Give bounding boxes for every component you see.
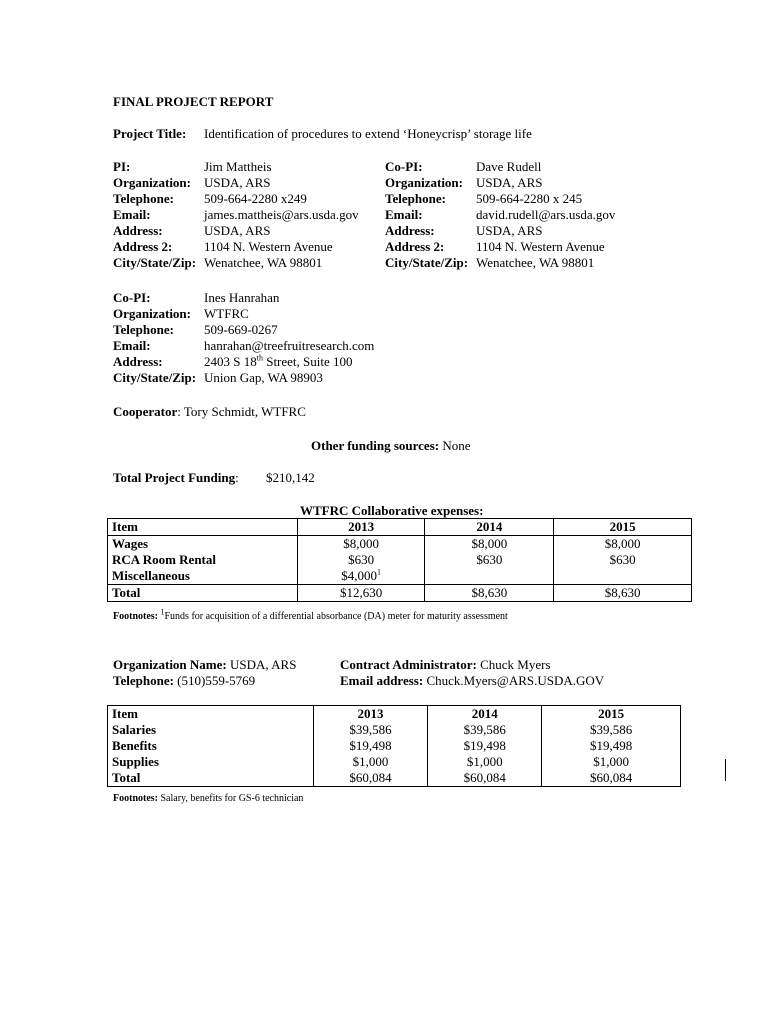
contract-admin-value: Chuck Myers — [476, 657, 551, 672]
usda-header-2015: 2015 — [542, 706, 681, 723]
wtfrc-header-2015: 2015 — [554, 519, 692, 536]
usda-item-benefits: Benefits — [108, 738, 314, 754]
wtfrc-item-rca: RCA Room Rental — [108, 552, 298, 568]
wtfrc-item-wages: Wages — [108, 536, 298, 553]
wtfrc-footnote-sup: 1 — [160, 607, 165, 617]
pi-email-label: Email: — [113, 207, 151, 222]
pi-address: USDA, ARS — [204, 223, 271, 238]
table-row — [108, 770, 681, 787]
copi1-org-label: Organization: — [385, 175, 463, 190]
usda-header-2013: 2013 — [313, 706, 428, 723]
email-address-line — [340, 673, 604, 689]
copi2-label: Co-PI: — [113, 290, 151, 305]
wtfrc-misc-2013: $4,000 — [341, 568, 377, 583]
copi1-address2: 1104 N. Western Avenue — [476, 239, 605, 254]
wtfrc-cell: $12,630 — [297, 585, 425, 602]
copi1-city-label: City/State/Zip: — [385, 255, 469, 270]
usda-footnote-label: Footnotes: — [113, 793, 158, 804]
wtfrc-cell: $8,630 — [554, 585, 692, 602]
org-tel-label: Telephone: — [113, 673, 174, 688]
table-row — [108, 552, 692, 568]
wtfrc-cell — [425, 568, 554, 585]
wtfrc-item-total: Total — [108, 585, 298, 602]
copi2-city: Union Gap, WA 98903 — [204, 370, 323, 385]
footnote-ref: 1 — [376, 567, 381, 577]
copi2-org: WTFRC — [204, 306, 249, 321]
copi1-address-label: Address: — [385, 223, 435, 238]
usda-footnote-text: Salary, benefits for GS-6 technician — [158, 793, 304, 804]
table-row — [108, 754, 681, 770]
copi2-email-label: Email: — [113, 338, 151, 353]
usda-item-supplies: Supplies — [108, 754, 314, 770]
copi2-tel: 509-669-0267 — [204, 322, 278, 337]
pi-city-label: City/State/Zip: — [113, 255, 197, 270]
contract-admin-label: Contract Administrator: — [340, 657, 477, 672]
wtfrc-cell: $8,000 — [425, 536, 554, 553]
usda-cell: $19,498 — [542, 738, 681, 754]
usda-cell: $1,000 — [428, 754, 542, 770]
text-cursor — [725, 759, 726, 781]
wtfrc-cell: $8,630 — [425, 585, 554, 602]
usda-header-row — [108, 706, 681, 723]
pi-tel-label: Telephone: — [113, 191, 174, 206]
copi2-address-label: Address: — [113, 354, 163, 369]
pi-address-label: Address: — [113, 223, 163, 238]
usda-cell: $60,084 — [542, 770, 681, 787]
copi2-tel-label: Telephone: — [113, 322, 174, 337]
other-funding-line — [311, 438, 471, 454]
copi1-name: Dave Rudell — [476, 159, 542, 174]
wtfrc-cell — [297, 568, 425, 585]
wtfrc-footnote — [113, 607, 508, 622]
usda-header-item: Item — [108, 706, 314, 723]
wtfrc-cell: $8,000 — [297, 536, 425, 553]
cooperator-value: : Tory Schmidt, WTFRC — [177, 404, 306, 419]
copi1-city: Wenatchee, WA 98801 — [476, 255, 595, 270]
wtfrc-cell — [554, 568, 692, 585]
copi2-address — [204, 354, 353, 370]
pi-label: PI: — [113, 159, 131, 174]
usda-cell: $39,586 — [428, 722, 542, 738]
wtfrc-cell: $630 — [554, 552, 692, 568]
email-address-label: Email address: — [340, 673, 424, 688]
usda-footnote — [113, 793, 303, 804]
pi-address2: 1104 N. Western Avenue — [204, 239, 333, 254]
copi1-org: USDA, ARS — [476, 175, 543, 190]
wtfrc-cell: $630 — [425, 552, 554, 568]
copi2-city-label: City/State/Zip: — [113, 370, 197, 385]
org-tel-line — [113, 673, 255, 689]
copi2-address-post: Street, Suite 100 — [262, 354, 353, 369]
usda-cell: $60,084 — [428, 770, 542, 787]
table-row — [108, 536, 692, 553]
wtfrc-header-item: Item — [108, 519, 298, 536]
pi-address2-label: Address 2: — [113, 239, 173, 254]
cooperator-line — [113, 404, 306, 420]
copi2-name: Ines Hanrahan — [204, 290, 280, 305]
total-funding-line — [113, 470, 239, 486]
other-funding-label: Other funding sources: — [311, 438, 440, 453]
wtfrc-item-misc: Miscellaneous — [108, 568, 298, 585]
project-title-value: Identification of procedures to extend ‘Honeycrisp’ storage life — [204, 126, 532, 141]
email-address-value: Chuck.Myers@ARS.USDA.GOV — [423, 673, 605, 688]
pi-name: Jim Mattheis — [204, 159, 272, 174]
copi1-email: david.rudell@ars.usda.gov — [476, 207, 616, 222]
usda-cell: $19,498 — [313, 738, 428, 754]
usda-cell: $1,000 — [542, 754, 681, 770]
wtfrc-footnote-label: Footnotes: — [113, 611, 158, 622]
copi1-tel-label: Telephone: — [385, 191, 446, 206]
copi2-address-sup: th — [256, 353, 263, 363]
table-row — [108, 722, 681, 738]
usda-cell: $60,084 — [313, 770, 428, 787]
wtfrc-header-row — [108, 519, 692, 536]
copi1-email-label: Email: — [385, 207, 423, 222]
pi-tel: 509-664-2280 x249 — [204, 191, 307, 206]
org-name-value: USDA, ARS — [226, 657, 297, 672]
cooperator-label: Cooperator — [113, 404, 178, 419]
usda-item-total: Total — [108, 770, 314, 787]
wtfrc-footnote-text: Funds for acquisition of a differential absorbance (DA) meter for maturity assessment — [164, 611, 508, 622]
copi2-address-pre: 2403 S 18 — [204, 354, 257, 369]
wtfrc-table-caption: WTFRC Collaborative expenses: — [300, 503, 484, 518]
wtfrc-cell: $8,000 — [554, 536, 692, 553]
org-tel-value: (510)559-5769 — [173, 673, 256, 688]
copi2-block — [113, 290, 374, 386]
copi2-email: hanrahan@treefruitresearch.com — [204, 338, 375, 353]
table-row — [108, 738, 681, 754]
copi1-label: Co-PI: — [385, 159, 423, 174]
total-funding-colon: : — [235, 470, 239, 485]
pi-org: USDA, ARS — [204, 175, 271, 190]
table-row — [108, 568, 692, 585]
usda-cell: $1,000 — [313, 754, 428, 770]
org-name-label: Organization Name: — [113, 657, 227, 672]
usda-cell: $39,586 — [313, 722, 428, 738]
total-funding-label: Total Project Funding — [113, 470, 236, 485]
pi-block — [113, 159, 359, 271]
usda-budget-table — [107, 705, 681, 787]
table-row — [108, 585, 692, 602]
usda-item-salaries: Salaries — [108, 722, 314, 738]
usda-cell: $19,498 — [428, 738, 542, 754]
copi2-org-label: Organization: — [113, 306, 191, 321]
report-title: FINAL PROJECT REPORT — [113, 94, 274, 109]
wtfrc-expenses-table — [107, 518, 692, 602]
usda-header-2014: 2014 — [428, 706, 542, 723]
total-funding-value: $210,142 — [266, 470, 315, 485]
copi1-tel: 509-664-2280 x 245 — [476, 191, 583, 206]
other-funding-value: None — [439, 438, 471, 453]
usda-cell: $39,586 — [542, 722, 681, 738]
copi1-address2-label: Address 2: — [385, 239, 445, 254]
wtfrc-header-2014: 2014 — [425, 519, 554, 536]
project-title-line — [113, 126, 186, 142]
wtfrc-header-2013: 2013 — [297, 519, 425, 536]
pi-city: Wenatchee, WA 98801 — [204, 255, 323, 270]
pi-org-label: Organization: — [113, 175, 191, 190]
copi1-address: USDA, ARS — [476, 223, 543, 238]
contract-admin-line — [340, 657, 551, 673]
project-title-label: Project Title: — [113, 126, 187, 141]
org-name-line — [113, 657, 296, 673]
copi1-block — [385, 159, 615, 271]
pi-email: james.mattheis@ars.usda.gov — [204, 207, 359, 222]
wtfrc-cell: $630 — [297, 552, 425, 568]
